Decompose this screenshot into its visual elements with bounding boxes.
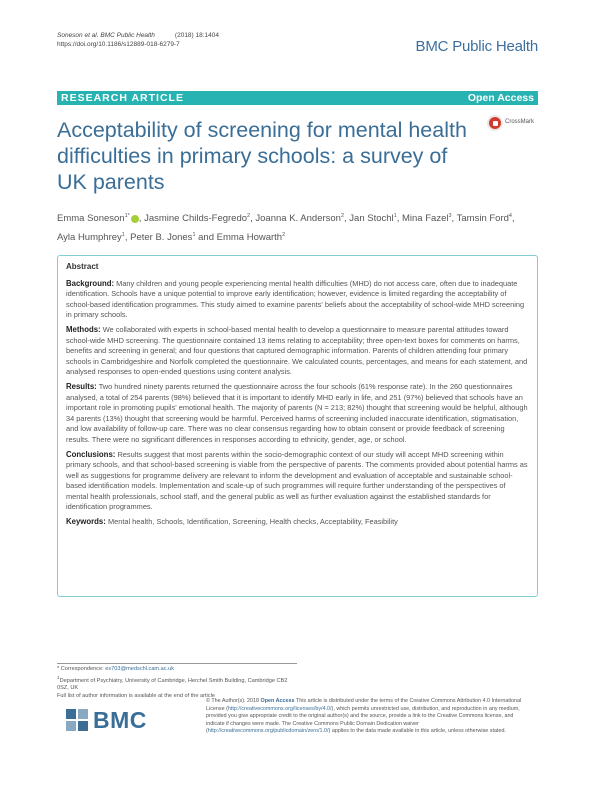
orcid-icon[interactable]: [131, 215, 139, 223]
cc-by-link[interactable]: http://creativecommons.org/licenses/by/4.0/: [227, 705, 332, 712]
open-access-label: Open Access: [467, 92, 534, 104]
footnote: * Correspondence: es703@medschl.cam.ac.uk $^1$Department of Psychiatry, University of Cambridge, Herchel Smith Building, Cambridge CB2 0SZ, UK Full list of author information is available at the end of the article: [57, 663, 297, 700]
abstract-background: Background: Many children and young people experiencing mental health difficulties (MHD) do not access care, often due to inadequate identification. Schools have a unique potential to improve early identification; however, evidence is limited regarding the acceptability of school-based identification programmes. This study aimed to examine parents' beliefs about the acceptability of school-wide MHD screening in primary schools.: [66, 278, 525, 320]
bmc-logo-text: BMC: [93, 707, 147, 733]
doi-link[interactable]: https://doi.org/10.1186/s12889-018-6279-7: [57, 41, 180, 48]
abstract-keywords: Keywords: Mental health, Schools, Identification, Screening, Health checks, Acceptability, Feasibility: [66, 517, 398, 527]
running-header: [57, 31, 219, 49]
abstract-results: Results: Two hundred ninety parents returned the questionnaire across the four schools (61% response rate). In the 260 questionnaires analysed, a total of 254 parents (98%) believed that it is important to identify MHD early in life, and 251 (97%) believed that schools have an important role in promoting pupils' emotional health. The majority of parents (N = 213; 82%) thought that screening would be helpful, although 34 parents (13%) thought that screening would be harmful. Perceived harms of screening included inaccurate identification, stigmatisation, and low availability of follow-up care. There was no clear consensus regarding how to obtain consent or provide feedback of screening results. There were no significant differences in responses according to ethnicity, gender, age, or school.: [66, 381, 528, 444]
bmc-logo: [66, 707, 186, 737]
crossmark-icon: [487, 115, 503, 131]
crossmark-badge[interactable]: [487, 113, 547, 137]
abstract-methods: Methods: We collaborated with experts in school-based mental health to develop a questionnaire to measure parental attitudes toward school-wide MHD screening. The questionnaire contained 13 items relating to acceptability; three open-text boxes for comments on harms, benefits and screening in general; and four questions that captured demographic information. Parents of children attending four primary schools in Cambridgeshire and Norfolk completed the questionnaire. We calculated counts, percentages, and means for each statement, and analysed responses to open-ended questions using content analysis.: [66, 324, 528, 377]
bmc-logo-icon: [66, 709, 88, 731]
abstract-box: [57, 255, 538, 597]
article-type: RESEARCH ARTICLE: [61, 92, 184, 104]
crossmark-label: CrossMark: [505, 119, 535, 125]
year-volume: (2018) 18:1404: [174, 32, 220, 39]
abstract-conclusions: Conclusions: Results suggest that most parents within the socio-demographic context of our study will accept MHD screening within primary schools, and that school-based screening is viable from the perspective of parents. The comments provided about potential harms as well as suggestions for programme delivery are relevant to inform the development and evaluation of acceptable and sustainable school-based identification models. Implementation and scale-up of such programmes will require further understanding of the perspectives of mental health professionals, school staff, and the general public as well as further evaluation against the established standards for identification programmes.: [66, 449, 528, 512]
article-title: Acceptability of screening for mental health difficulties in primary schools: a survey of UK parents: [57, 118, 467, 194]
abstract-heading: Abstract: [66, 262, 99, 271]
author-list: Emma Soneson$^{1*}$ , Jasmine Childs-Fegredo$^2$, Joanna K. Anderson$^2$, Jan Stochl$^1$, Mina Fazel$^3$, Tamsin Ford$^4$, Ayla Humphrey$^1$, Peter B. Jones$^1$ and Emma Howarth$^2$: [57, 213, 515, 244]
affiliation: Department of Psychiatry, University of Cambridge, Herchel Smith Building, Cambridge CB2 0SZ, UK: [57, 677, 288, 692]
full-author-info-note: Full list of author information is available at the end of the article: [57, 692, 215, 699]
correspondence-email[interactable]: es703@medschl.cam.ac.uk: [105, 666, 175, 672]
article-type-banner: [57, 91, 538, 105]
license-statement: © The Author(s). 2018 Open Access This article is distributed under the terms of the Creative Commons Attribution 4.0 International License (http://creativecommons.org/licenses/by/4.0/), which permits unrestricted use, distribution, and reproduction in any medium, provided you give appropriate credit to the original author(s) and the source, provide a link to the Creative Commons license, and indicate if changes were made. The Creative Commons Public Domain Dedication waiver (http://creativecommons.org/publicdomain/zero/1.0/) applies to the data made available in this article, unless otherwise stated.: [206, 698, 522, 735]
citation-line: Soneson et al. BMC Public Health: [57, 32, 155, 39]
journal-name: BMC Public Health: [415, 38, 538, 55]
cc-zero-link[interactable]: http://creativecommons.org/publicdomain/zero/1.0/: [207, 728, 329, 735]
